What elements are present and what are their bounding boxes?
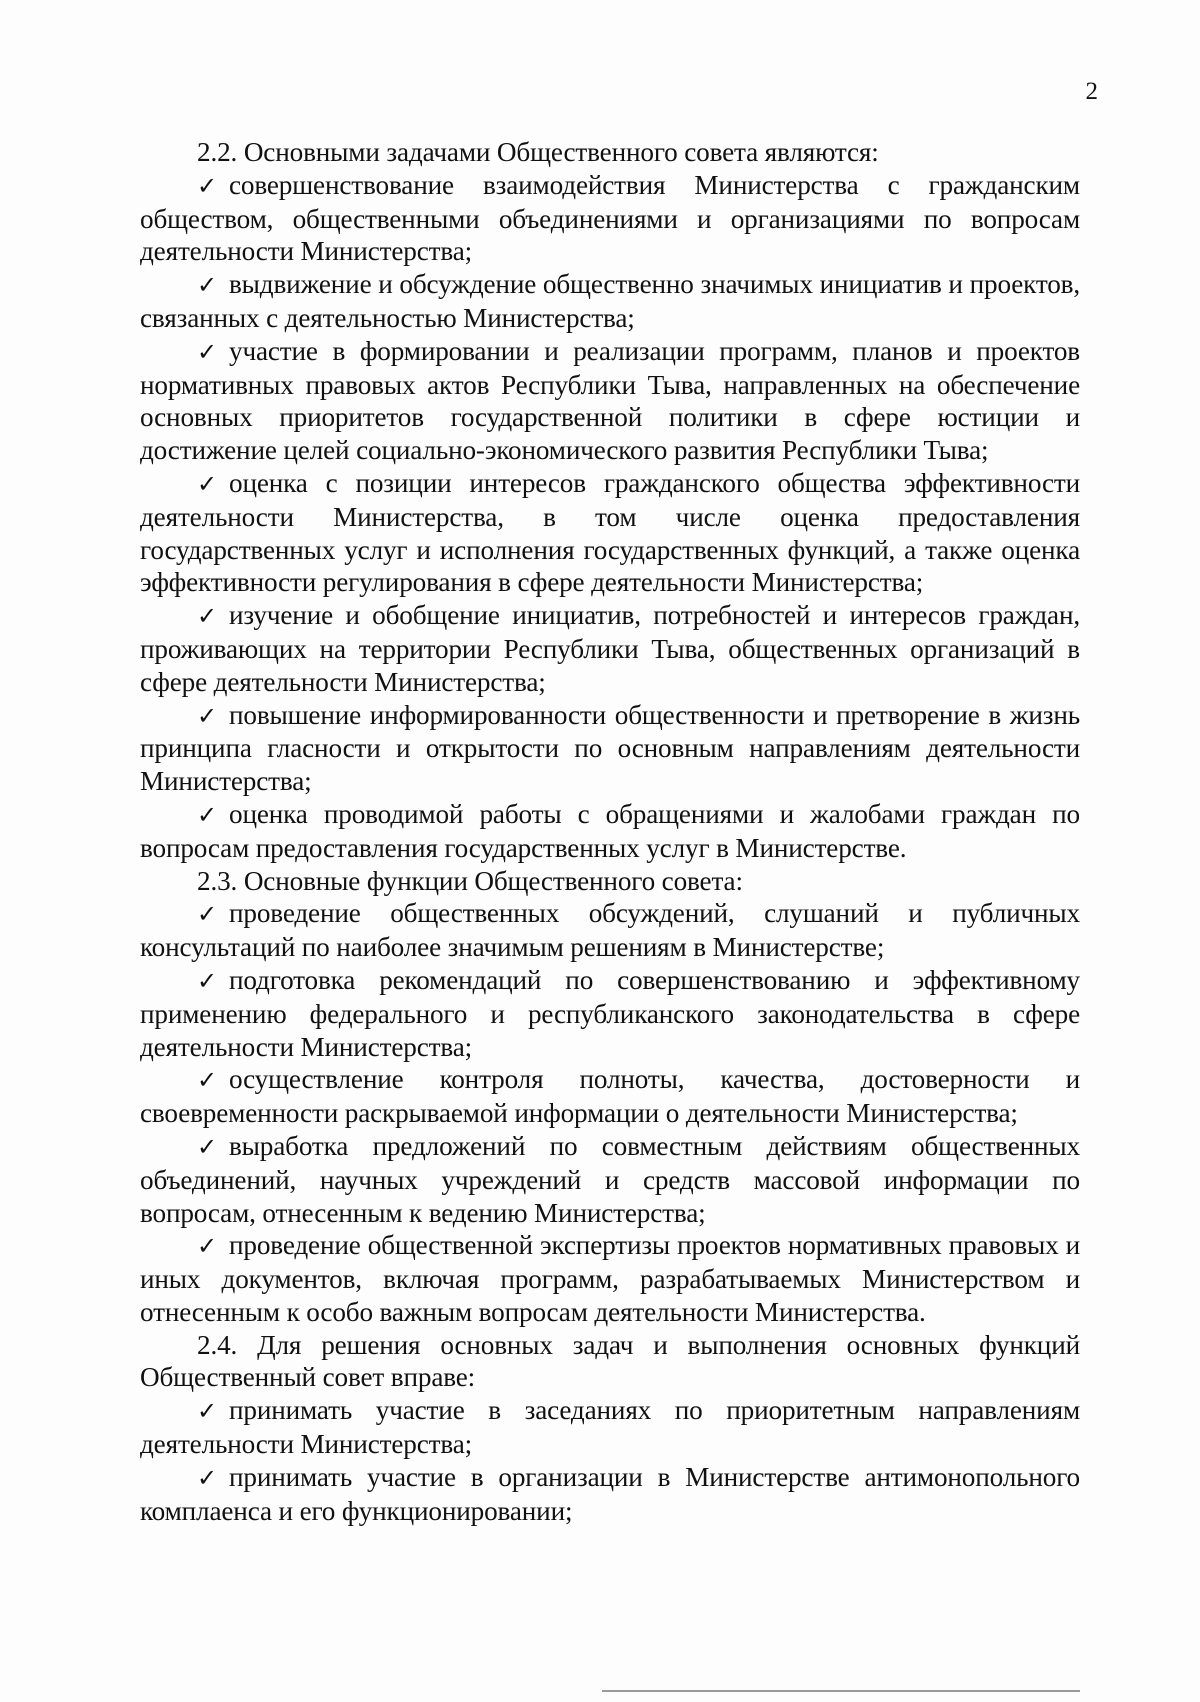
list-item [140,169,1080,268]
page-number: 2 [1085,78,1098,105]
list-item [140,268,1080,335]
list-item-text: изучение и обобщение инициатив, потребностей и интересов граждан, проживающих на территории Республики Тыва, общественных организаций в сфере деятельности Министерства; [140,600,1080,697]
document-body [140,136,1080,1527]
list-item [140,1461,1080,1528]
checkmark-icon: ✓ [197,1132,217,1161]
section-heading-2-2: 2.2. Основными задачами Общественного совета являются: [197,137,879,167]
list-item-text: оценка проводимой работы с обращениями и жалобами граждан по вопросам предоставления государственных услуг в Министерстве. [140,798,1080,863]
list-item-text: осуществление контроля полноты, качества, достоверности и своевременности раскрываемой информации о деятельности Министерства; [140,1064,1080,1129]
list-item-text: совершенствование взаимодействия Министерства с гражданским обществом, общественными объединениями и организациями по вопросам деятельности Министерства; [140,169,1080,267]
list-item [140,897,1080,964]
checkmark-icon: ✓ [197,171,217,200]
list-item [140,699,1080,798]
checkmark-icon: ✓ [197,800,217,829]
checkmark-icon: ✓ [197,1232,217,1261]
list-item-text: оценка с позиции интересов гражданского общества эффективности деятельности Министерства, в том числе оценка предоставления государственных услуг и исполнения государственных функций, а также оценка эффективности регулирования в сфере деятельности Министерства; [140,467,1080,598]
list-item-text: участие в формировании и реализации программ, планов и проектов нормативных правовых актов Республики Тыва, направленных на обеспечение основных приоритетов государственной политики в сфере юстиции и достижение целей социально-экономического развития Республики Тыва; [140,335,1080,466]
list-item-text: проведение общественных обсуждений, слушаний и публичных консультаций по наиболее значимым решениям в Министерстве; [140,898,1080,963]
list-item [140,467,1080,599]
bottom-divider [602,1690,1080,1692]
checkmark-icon: ✓ [197,602,217,631]
checkmark-icon: ✓ [197,1463,217,1492]
list-item [140,335,1080,467]
checkmark-icon: ✓ [197,271,217,300]
list-item-text: принимать участие в организации в Министерстве антимонопольного комплаенса и его функционировании; [140,1461,1080,1526]
section-heading-2-4: 2.4. Для решения основных задач и выполнения основных функций Общественный совет вправе: [140,1329,1080,1393]
list-item [140,964,1080,1063]
list-item [140,798,1080,865]
checkmark-icon: ✓ [197,469,217,498]
list-item-text: повышение информированности общественности и претворение в жизнь принципа гласности и открытости по основным направлениям деятельности Министерства; [140,699,1080,797]
checkmark-icon: ✓ [197,337,217,366]
list-item-text: выдвижение и обсуждение общественно значимых инициатив и проектов, связанных с деятельностью Министерства; [140,269,1080,333]
list-item-text: выработка предложений по совместным действиям общественных объединений, научных учреждений и средств массовой информации по вопросам, отнесенным к ведению Министерства; [140,1130,1080,1228]
checkmark-icon: ✓ [197,1397,217,1426]
list-item-text: принимать участие в заседаниях по приоритетным направлениям деятельности Министерства; [140,1395,1080,1460]
list-item [140,599,1080,698]
list-item [140,1063,1080,1130]
list-item-text: подготовка рекомендаций по совершенствованию и эффективному применению федерального и республиканского законодательства в сфере деятельности Министерства; [140,964,1080,1062]
section-heading-2-3: 2.3. Основные функции Общественного совета: [197,865,743,896]
checkmark-icon: ✓ [197,701,217,730]
checkmark-icon: ✓ [197,966,217,995]
list-item [140,1394,1080,1461]
list-item-text: проведение общественной экспертизы проектов нормативных правовых и иных документов, включая программ, разрабатываемых Министерством и отнесенным к особо важным вопросам деятельности Министерства. [140,1230,1080,1327]
list-item [140,1130,1080,1229]
list-item [140,1229,1080,1328]
checkmark-icon: ✓ [197,1066,217,1095]
checkmark-icon: ✓ [197,900,217,929]
